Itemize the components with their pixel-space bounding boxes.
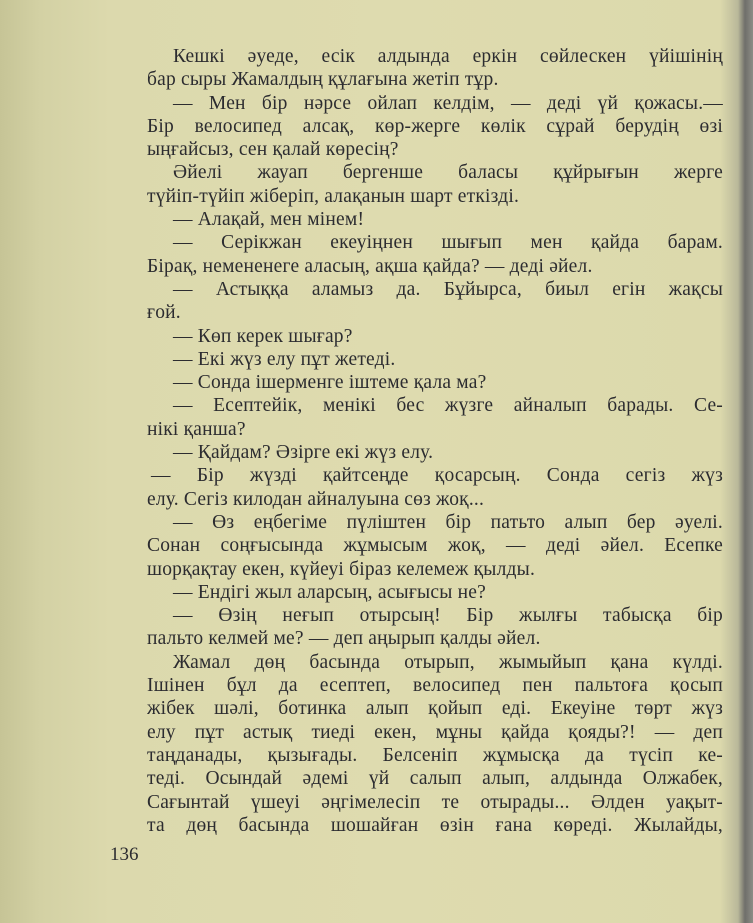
text-line: — Қайдам? Әзірге екі жүз елу. (173, 442, 434, 464)
text-line: — Өзің неғып отырсың! Бір жылғы табысқа бір (173, 605, 723, 627)
text-line: теді. Осындай әдемі үй салып алып, алдында Олжабек, (147, 768, 723, 790)
page-number: 136 (110, 844, 139, 865)
text-line: Жамал дөң басында отырып, жымыйып қана күлді. (173, 651, 723, 673)
page-body-text (147, 45, 723, 837)
text-line: Ішінен бұл да есептеп, велосипед пен пальтоға қосып (147, 675, 723, 697)
text-line: — Алақай, мен мінем! (173, 209, 365, 231)
text-line: түйіп-түйіп жіберіп, алақанын шарт еткізді. (147, 185, 520, 207)
text-line: Бір велосипед алсақ, көр-жерге көлік сұрай берудің өзі (147, 115, 723, 137)
text-line: ыңғайсыз, сен қалай көресің? (147, 139, 399, 161)
text-line: — Екі жүз елу пұт жетеді. (173, 348, 396, 370)
text-line: та дөң басында шошайған өзін ғана көреді. Жылайды, (147, 814, 723, 836)
text-line: — Серікжан екеуіңнен шығып мен қайда барам. (173, 232, 723, 254)
text-line: елу. Сегіз килодан айналуына сөз жоқ... (147, 488, 485, 510)
text-line: Әйелі жауап бергенше баласы құйрығын жерге (173, 162, 723, 184)
text-line: Сағынтай үшеуі әңгімелесіп те отырады... Әлден уақыт- (147, 791, 723, 813)
text-line: бар сыры Жамалдың құлағына жетіп тұр. (147, 69, 499, 91)
text-line: таңданады, қызығады. Белсеніп жұмысқа да түсіп ке- (147, 744, 723, 766)
text-line: пальто келмей ме? — деп аңырып қалды әйел. (147, 628, 541, 650)
text-line: — Есептейік, менікі бес жүзге айналып барады. Се- (173, 395, 723, 417)
text-line: жібек шәлі, ботинка алып қойып еді. Екеуіне төрт жүз (147, 698, 723, 720)
text-line: Сонан соңғысында жұмысым жоқ, — деді әйел. Есепке (147, 535, 723, 557)
text-line: Кешкі әуеде, есік алдында еркін сөйлескен үйішінің (173, 46, 723, 67)
text-line: — Өз еңбегіме пүліштен бір патьто алып бер әуелі. (173, 511, 723, 533)
text-line: шорқақтау екен, күйеуі біраз келемеж қылды. (147, 558, 536, 580)
text-line: — Сонда ішерменге іштеме қала ма? (173, 372, 487, 394)
text-line: — Бір жүзді қайтсеңде қосарсың. Сонда сегіз жүз (151, 465, 723, 487)
text-line: — Астыққа аламыз да. Бұйырса, биыл егін жақсы (173, 278, 723, 300)
text-line: нікі қанша? (147, 418, 246, 440)
text-line: — Ендігі жыл аларсың, асығысы не? (173, 581, 486, 603)
text-line: Бірақ, немененеге аласың, ақша қайда? — деді әйел. (147, 255, 593, 277)
text-line: ғой. (147, 302, 181, 324)
text-line: — Көп керек шығар? (173, 325, 353, 347)
text-line: елу пұт астық тиеді екен, мұны қайда қояды?! — деп (147, 721, 723, 743)
text-line: — Мен бір нәрсе ойлап келдім, — деді үй қожасы.— (173, 92, 723, 114)
